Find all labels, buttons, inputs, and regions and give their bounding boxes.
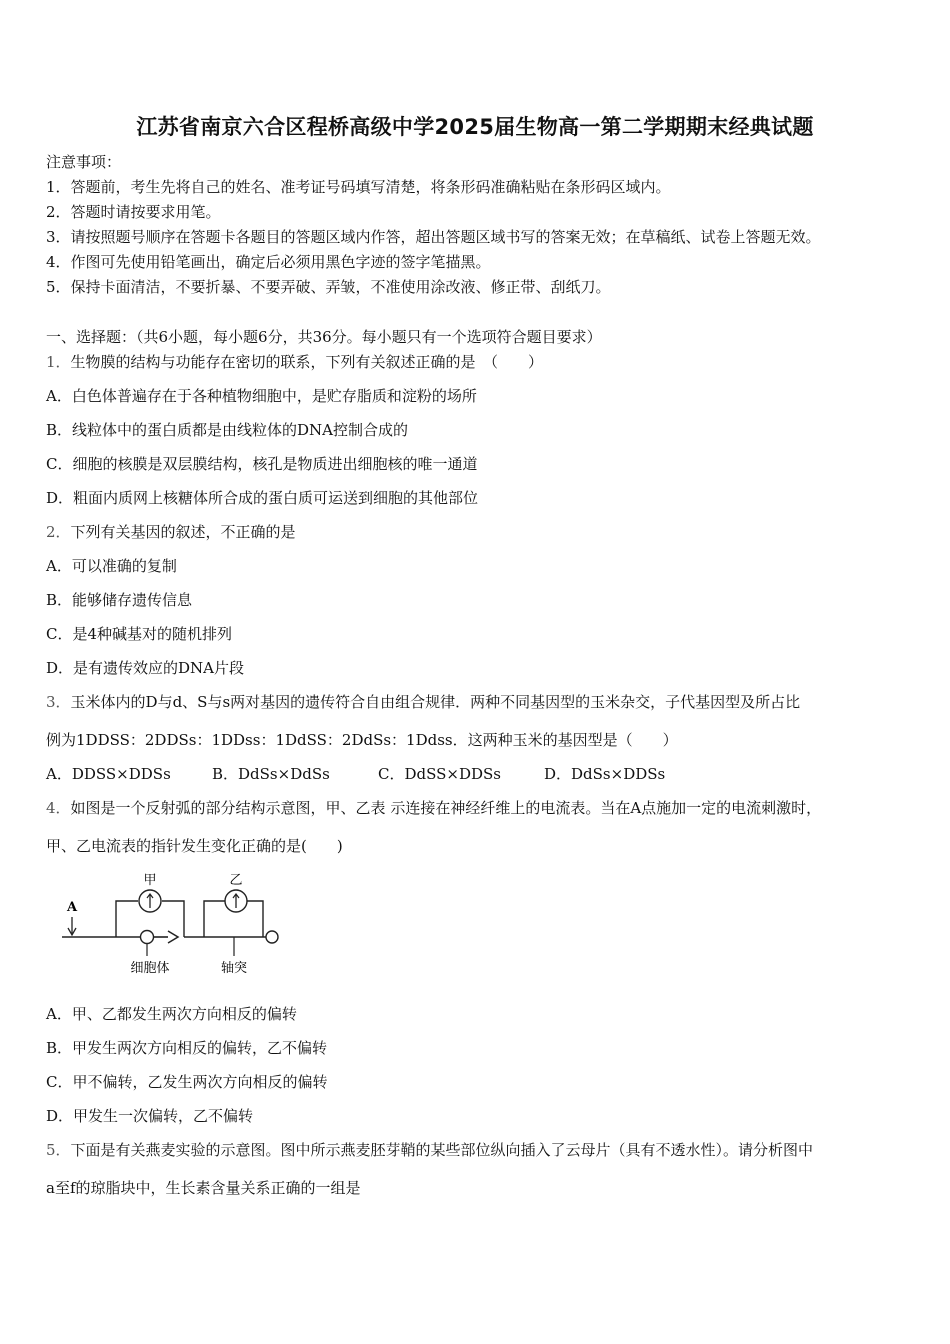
meter-2-wire xyxy=(247,901,263,937)
q3-options xyxy=(46,764,665,784)
q3-option-b: B．DdSs×DdSs xyxy=(212,765,330,783)
question-text: 下列有关基因的叙述，不正确的是 xyxy=(70,523,296,541)
question-number: 1． xyxy=(46,353,71,371)
question-1-stem xyxy=(46,352,543,372)
cell-body-circle xyxy=(141,931,154,944)
q3-option-d: D．DdSs×DDSs xyxy=(544,765,666,783)
reflex-arc-diagram xyxy=(58,868,288,980)
question-2-stem xyxy=(46,522,296,542)
q2-option-b: B．能够储存遗传信息 xyxy=(46,591,193,609)
question-number: 2． xyxy=(46,523,71,541)
q1-option-c: C．细胞的核膜是双层膜结构，核孔是物质进出细胞核的唯一通道 xyxy=(46,455,478,473)
q1-option-b: B．线粒体中的蛋白质都是由线粒体的DNA控制合成的 xyxy=(46,421,409,439)
meter-1-wire xyxy=(162,901,184,937)
meter-1-label: 甲 xyxy=(143,873,157,888)
section-heading: 一、选择题：（共6小题，每小题6分，共36分。每小题只有一个选项符合题目要求） xyxy=(46,328,602,346)
q4-option-b: B．甲发生两次方向相反的偏转，乙不偏转 xyxy=(46,1039,328,1057)
q1-option-a: A．白色体普遍存在于各种植物细胞中，是贮存脂质和淀粉的场所 xyxy=(46,387,477,405)
point-a-label: A xyxy=(66,900,78,915)
meter-2-wire xyxy=(204,901,225,937)
notice-heading: 注意事项： xyxy=(46,153,122,171)
q4-option-d: D．甲发生一次偏转，乙不偏转 xyxy=(46,1107,254,1125)
question-4-stem-cont: 甲、乙电流表的指针发生变化正确的是( ) xyxy=(46,837,343,855)
question-number: 3． xyxy=(46,693,71,711)
q3-option-c: C．DdSS×DDSs xyxy=(378,765,501,783)
question-5-stem xyxy=(46,1140,813,1160)
q2-option-a: A．可以准确的复制 xyxy=(46,557,177,575)
question-4-stem xyxy=(46,798,821,818)
q4-option-a: A．甲、乙都发生两次方向相反的偏转 xyxy=(46,1005,297,1023)
q3-option-a: A．DDSS×DDSs xyxy=(46,765,171,783)
notice-item: 2．答题时请按要求用笔。 xyxy=(46,203,221,221)
meter-2-label: 乙 xyxy=(229,873,243,888)
question-text: 下面是有关燕麦实验的示意图。图中所示燕麦胚芽鞘的某些部位纵向插入了云母片（具有不透水性）。请分析图中 xyxy=(70,1141,814,1159)
question-3-stem-cont: 例为1DDSS：2DDSs：1DDss：1DdSS：2DdSs：1Ddss．这两种玉米的基因型是（ ） xyxy=(46,731,678,749)
meter-1-wire xyxy=(116,901,138,937)
question-3-stem xyxy=(46,692,800,712)
notice-item: 3．请按照题号顺序在答题卡各题目的答题区域内作答，超出答题区域书写的答案无效；在草稿纸、试卷上答题无效。 xyxy=(46,228,821,246)
page-title: 江苏省南京六合区程桥高级中学2025届生物高一第二学期期末经典试题 xyxy=(136,115,814,139)
q2-option-c: C．是4种碱基对的随机排列 xyxy=(46,625,233,643)
axon-label: 轴突 xyxy=(220,961,248,976)
q4-option-c: C．甲不偏转，乙发生两次方向相反的偏转 xyxy=(46,1073,328,1091)
q2-option-d: D．是有遗传效应的DNA片段 xyxy=(46,659,245,677)
synapse-icon xyxy=(168,931,178,943)
notice-item: 5．保持卡面清洁，不要折暴、不要弄破、弄皱，不准使用涂改液、修正带、刮纸刀。 xyxy=(46,278,611,296)
cell-body-label: 细胞体 xyxy=(130,961,170,976)
notice-item: 1．答题前，考生先将自己的姓名、准考证号码填写清楚，将条形码准确粘贴在条形码区域内。 xyxy=(46,178,671,196)
question-number: 4． xyxy=(46,799,71,817)
notice-item: 4．作图可先使用铅笔画出，确定后必须用黑色字迹的签字笔描黑。 xyxy=(46,253,491,271)
question-number: 5． xyxy=(46,1141,71,1159)
question-text: 生物膜的结构与功能存在密切的联系，下列有关叙述正确的是 （ ） xyxy=(70,353,544,371)
question-5-stem-cont: a至f的琼脂块中，生长素含量关系正确的一组是 xyxy=(46,1179,361,1197)
question-text: 如图是一个反射弧的部分结构示意图，甲、乙表 示连接在神经纤维上的电流表。当在A点施加一定的电流刺激时， xyxy=(70,799,822,817)
question-text: 玉米体内的D与d、S与s两对基因的遗传符合自由组合规律．两种不同基因型的玉米杂交，子代基因型及所占比 xyxy=(70,693,801,711)
q1-option-d: D．粗面内质网上核糖体所合成的蛋白质可运送到细胞的其他部位 xyxy=(46,489,479,507)
axon-end-circle xyxy=(266,931,278,943)
